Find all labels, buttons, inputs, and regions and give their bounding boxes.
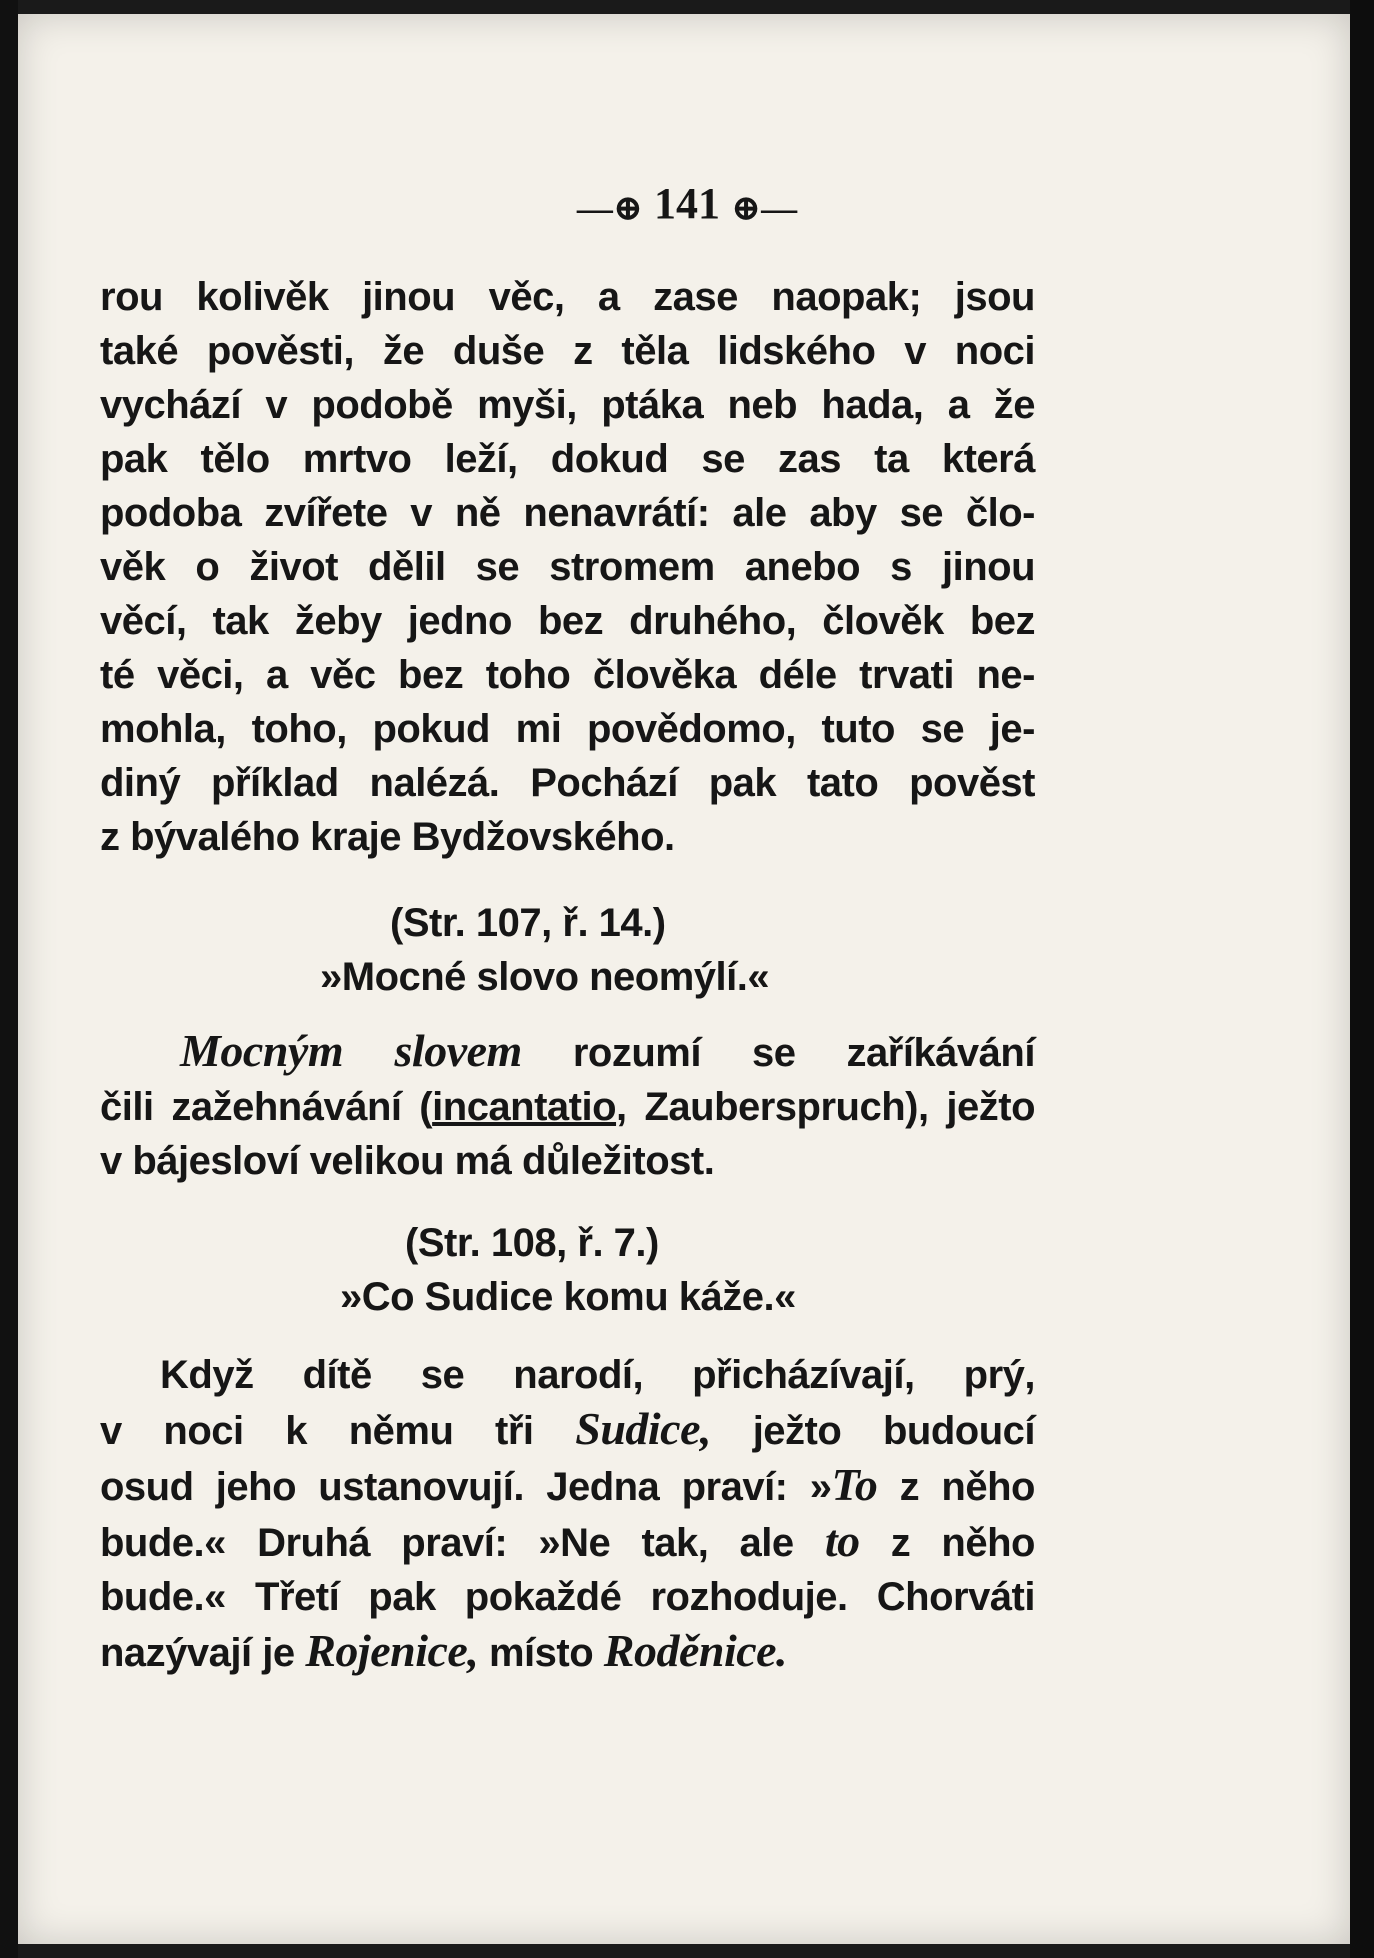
term-rojenice: Rojenice,: [305, 1625, 479, 1676]
text-line: mohla, toho, pokud mi povědomo, tuto se je-: [100, 707, 1035, 751]
text-fragment: místo: [488, 1631, 594, 1675]
text-line: bude.« Třetí pak pokaždé rozhoduje. Chorváti: [100, 1575, 1035, 1619]
section-2-reference: (Str. 108, ř. 7.): [405, 1221, 659, 1265]
text-line: té věci, a věc bez toho člověka déle trvati ne-: [100, 653, 1035, 697]
text-fragment: v noci k němu tři: [100, 1409, 534, 1453]
left-ornament-icon: —⊕: [576, 187, 643, 228]
text-fragment: ježto budoucí: [752, 1409, 1035, 1453]
emphasis-to: to: [824, 1515, 860, 1566]
text-line: rou kolivěk jinou věc, a zase naopak; jsou: [100, 275, 1035, 319]
text-line: [100, 1458, 1035, 1514]
term-sudice: Sudice,: [575, 1403, 712, 1454]
term-rodenice: Roděnice.: [603, 1625, 788, 1676]
text-line: také pověsti, že duše z těla lidského v noci: [100, 329, 1035, 373]
right-ornament-icon: ⊕—: [731, 187, 798, 228]
text-fragment: rozumí se zaříkávání: [572, 1031, 1035, 1075]
paragraph-1: [100, 270, 1035, 864]
paragraph-3: [100, 1348, 1035, 1680]
text-line: [100, 1624, 1035, 1680]
text-line: [100, 1402, 1035, 1458]
text-fragment: , Zauberspruch), ježto: [616, 1085, 1036, 1129]
text-line: diný příklad nalézá. Pochází pak tato pověst: [100, 761, 1035, 805]
paragraph-2: [100, 1024, 1035, 1188]
section-1-heading: [100, 896, 1035, 1004]
page-number: 141: [654, 179, 720, 228]
text-line: z bývalého kraje Bydžovského.: [100, 815, 675, 859]
text-fragment: z něho: [899, 1465, 1035, 1509]
text-fragment: čili zažehnávání (: [100, 1085, 433, 1129]
section-1-reference: (Str. 107, ř. 14.): [390, 901, 666, 945]
section-1-quote: »Mocné slovo neomýlí.«: [320, 955, 770, 999]
text-line: [100, 1080, 1035, 1134]
text-fragment-underlined: incantatio: [432, 1085, 617, 1129]
text-line: Když dítě se narodí, přicházívají, prý,: [160, 1353, 1035, 1397]
text-line: v bájesloví velikou má důležitost.: [100, 1139, 715, 1183]
text-line: věcí, tak žeby jedno bez druhého, člověk bez: [100, 599, 1035, 643]
text-fragment: z něho: [890, 1521, 1035, 1565]
scan-right-border: [1350, 0, 1374, 1958]
text-line: podoba zvířete v ně nenavrátí: ale aby se člo-: [100, 491, 1035, 535]
text-line: [100, 1514, 1035, 1570]
text-line: [100, 1024, 1035, 1080]
section-2-heading: [100, 1216, 1035, 1324]
term-mocnym-slovem: Mocným slovem: [180, 1025, 522, 1076]
scan-left-border: [0, 0, 18, 1958]
text-line: vychází v podobě myši, ptáka neb hada, a že: [100, 383, 1035, 427]
page-header: [0, 178, 1374, 229]
text-fragment: bude.« Druhá praví: »Ne tak, ale: [100, 1521, 794, 1565]
text-fragment: nazývají je: [100, 1631, 295, 1675]
section-2-quote: »Co Sudice komu káže.«: [340, 1275, 796, 1319]
text-line: pak tělo mrtvo leží, dokud se zas ta která: [100, 437, 1035, 481]
text-line: věk o život dělil se stromem anebo s jinou: [100, 545, 1035, 589]
emphasis-to: To: [831, 1459, 878, 1510]
text-fragment: osud jeho ustanovují. Jedna praví: »: [100, 1465, 832, 1509]
